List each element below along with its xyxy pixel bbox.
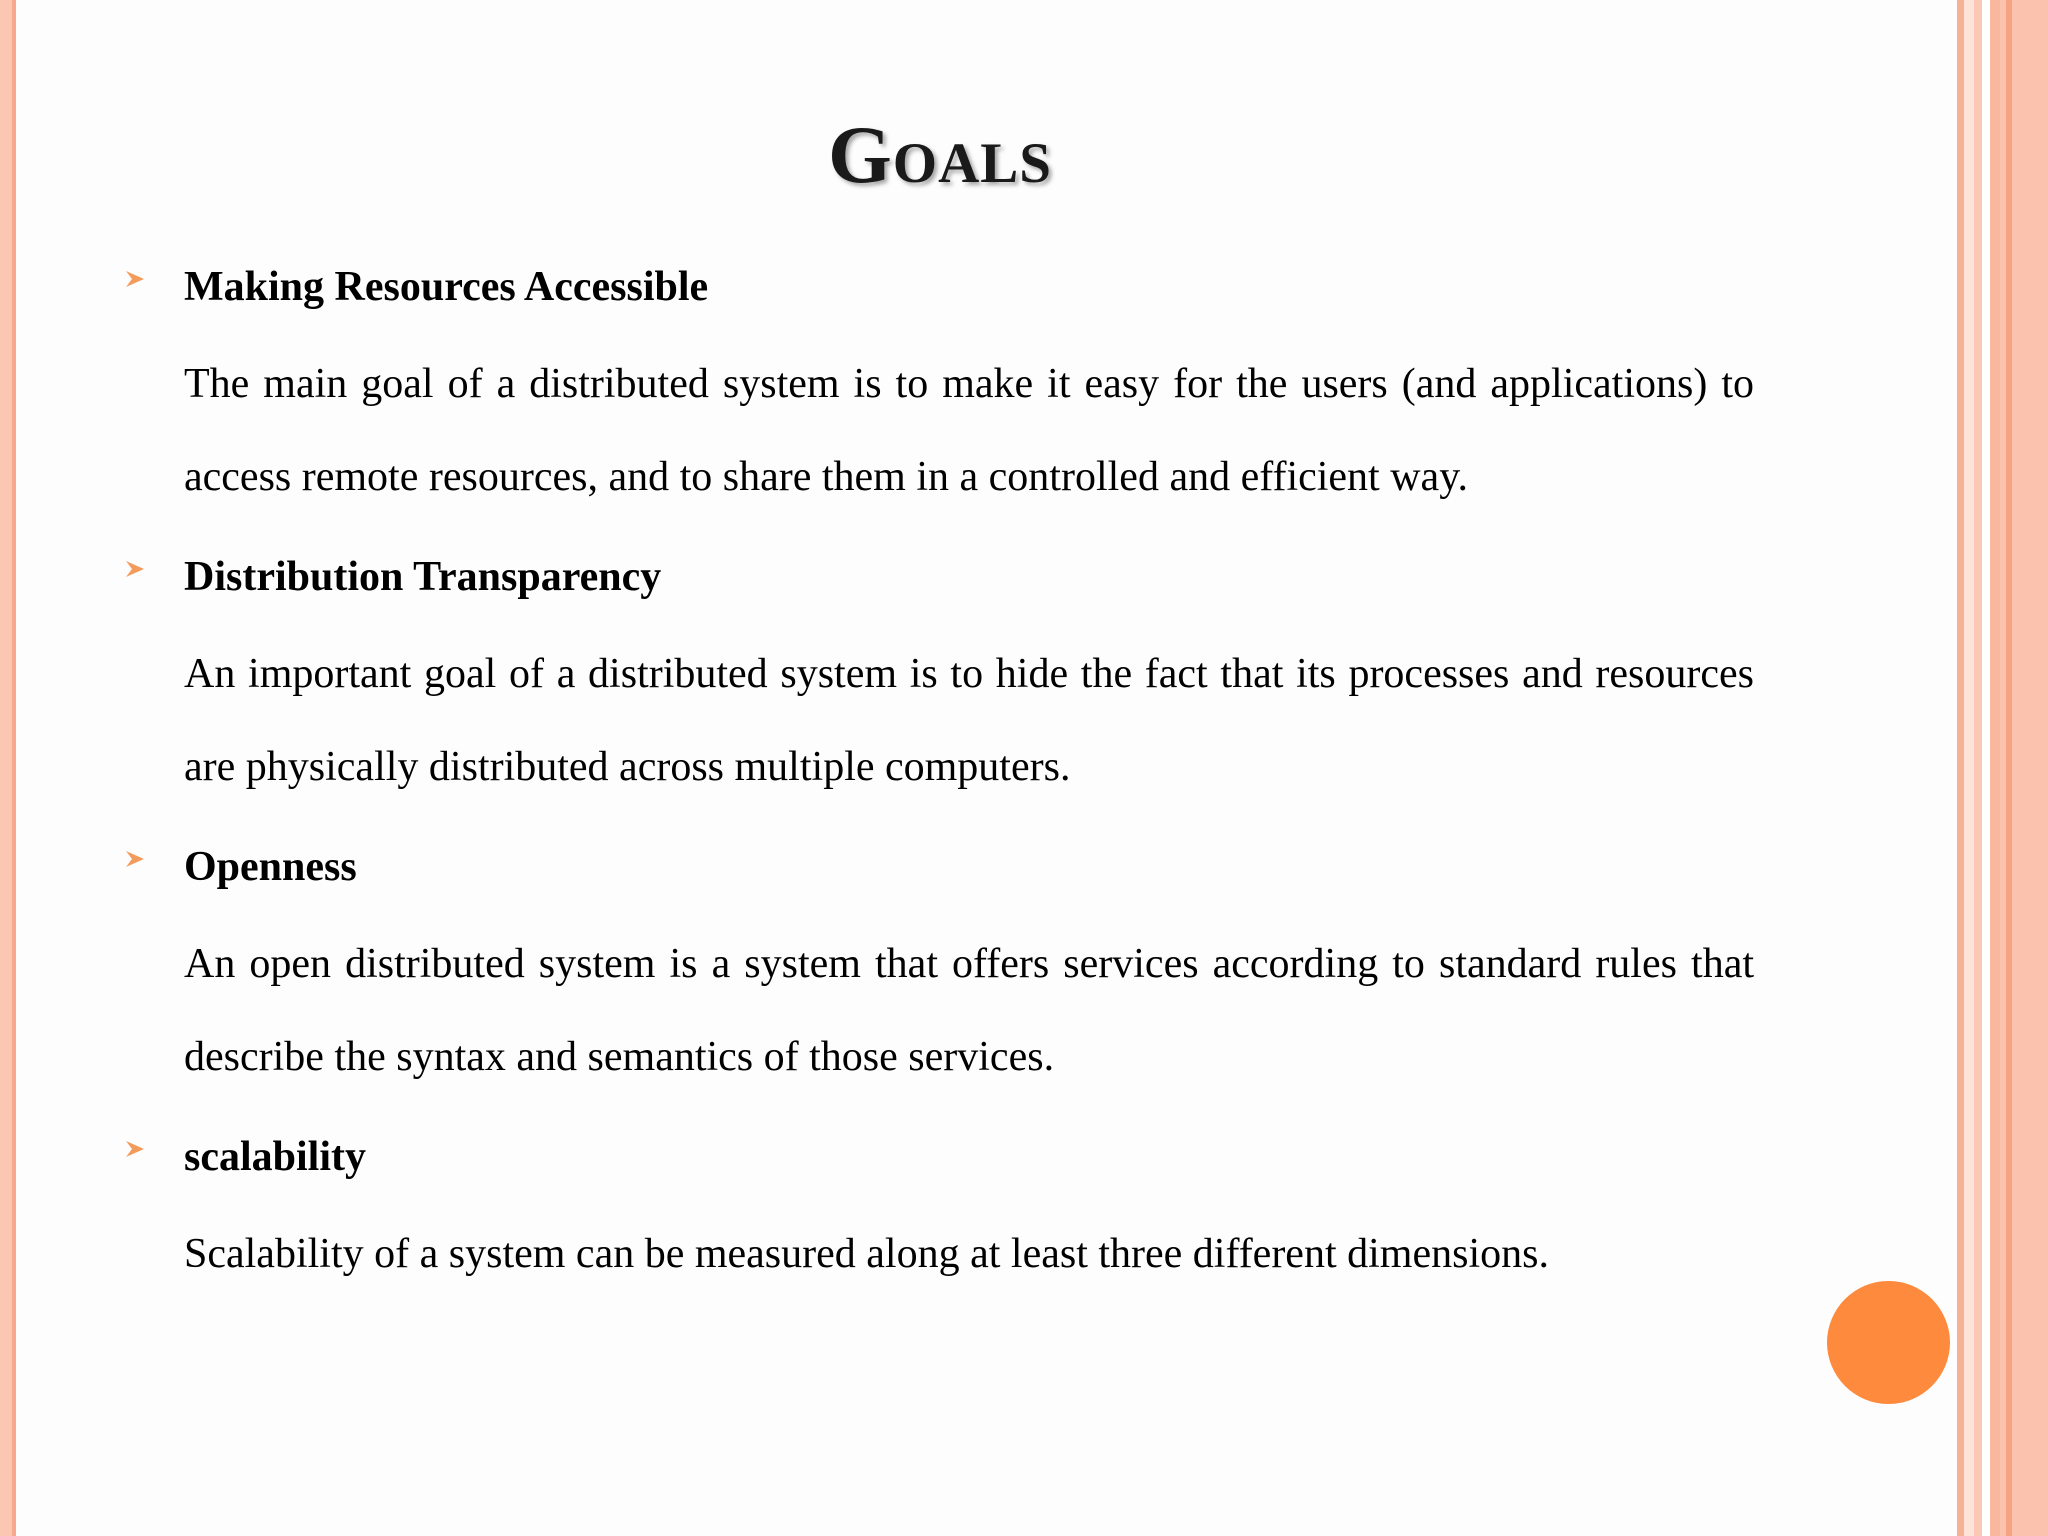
- list-item: [184, 252, 1754, 524]
- right-border-stripe: [1957, 0, 1964, 1536]
- arrowhead-bullet-icon: [124, 1138, 146, 1160]
- arrowhead-bullet-icon: [124, 558, 146, 580]
- slide-title: Goals: [827, 109, 1052, 200]
- arrowhead-bullet-icon: [124, 848, 146, 870]
- item-text: An open distributed system is a system that offers services according to standard rules that describe the syntax and semantics of those services.: [184, 941, 1754, 1080]
- item-text: An important goal of a distributed system is to hide the fact that its processes and resources are physically distributed across multiple computers.: [184, 651, 1754, 790]
- right-border-stripe: [2006, 0, 2012, 1536]
- orange-circle-decoration: [1827, 1281, 1950, 1404]
- item-heading: Making Resources Accessible: [184, 264, 709, 310]
- item-heading: Openness: [184, 844, 357, 890]
- list-item: [184, 542, 1754, 814]
- right-border-stripe: [1974, 0, 1982, 1536]
- right-border-stripe: [1982, 0, 1990, 1536]
- item-heading: scalability: [184, 1134, 367, 1180]
- item-heading: Distribution Transparency: [184, 554, 662, 600]
- item-text: The main goal of a distributed system is to make it easy for the users (and applications) to access remote resources, and to share them in a controlled and efficient way.: [184, 361, 1754, 500]
- left-border-stripe-inner: [12, 0, 16, 1536]
- slide-content: [184, 252, 1754, 1319]
- arrowhead-bullet-icon: [124, 268, 146, 290]
- item-text: Scalability of a system can be measured along at least three different dimensions.: [184, 1231, 1549, 1277]
- right-border-stripe: [1990, 0, 2000, 1536]
- list-item: [184, 832, 1754, 1104]
- right-border-stripe: [1964, 0, 1974, 1536]
- list-item: [184, 1122, 1754, 1301]
- left-border-stripe: [0, 0, 12, 1536]
